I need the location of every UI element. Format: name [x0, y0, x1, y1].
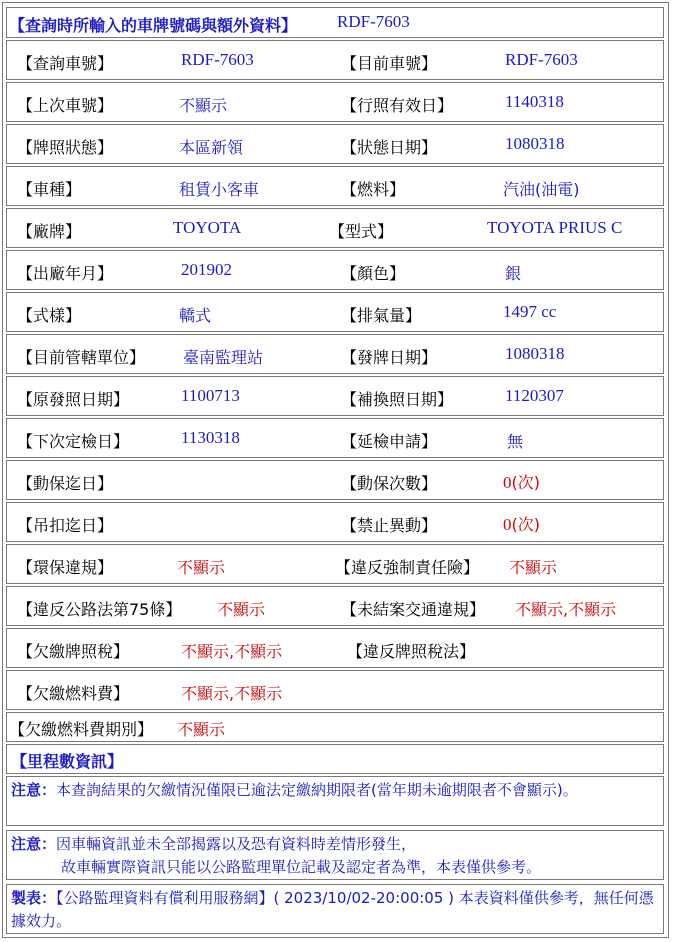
label-reissue-date: 【補換照日期】 — [341, 390, 454, 409]
label-vehicle-type: 【車種】 — [17, 180, 82, 199]
label-license-tax-violation: 【違反牌照稅法】 — [347, 642, 476, 661]
label-license-valid-date: 【行照有效日】 — [341, 96, 454, 115]
info-row — [6, 460, 664, 500]
label-compulsory-insurance-violation: 【違反強制責任險】 — [335, 558, 480, 577]
label-lien-count: 【動保次數】 — [341, 474, 438, 493]
value-environmental-violation: 不顯示 — [177, 558, 226, 577]
label-highway-act-violation: 【違反公路法第75條】 — [17, 600, 182, 619]
label-lien-end-date: 【動保迄日】 — [17, 474, 114, 493]
info-row — [6, 712, 664, 742]
value-body-style: 轎式 — [179, 306, 212, 325]
label-unpaid-license-tax: 【欠繳牌照稅】 — [17, 642, 130, 661]
label-brand: 【廠牌】 — [17, 222, 82, 241]
label-fuel: 【燃料】 — [341, 180, 406, 199]
info-row — [6, 418, 664, 458]
label-manufacture-date: 【出廠年月】 — [17, 264, 114, 283]
label-next-inspection: 【下次定檢日】 — [17, 432, 130, 451]
info-row — [6, 628, 664, 668]
info-row — [6, 166, 664, 206]
footer-label: 製表： — [11, 889, 57, 907]
label-transfer-ban: 【禁止異動】 — [341, 516, 438, 535]
footer-credit — [6, 884, 664, 934]
value-unpaid-fuel-fee: 不顯示,不顯示 — [181, 684, 283, 703]
value-vehicle-type: 租賃小客車 — [179, 180, 260, 199]
info-row — [6, 670, 664, 710]
value-lien-count — [503, 470, 540, 493]
value-model: TOYOTA PRIUS C — [487, 218, 623, 237]
value-unpaid-fuel-fee-period: 不顯示 — [177, 720, 226, 739]
info-row — [6, 376, 664, 416]
value-plate-issue-date: 1080318 — [505, 344, 565, 363]
label-previous-plate: 【上次車號】 — [17, 96, 114, 115]
value-transfer-ban-number: 0 — [503, 515, 512, 534]
value-original-license-date: 1100713 — [181, 386, 240, 405]
label-model: 【型式】 — [329, 222, 394, 241]
info-row — [6, 82, 664, 122]
value-query-plate: RDF-7603 — [181, 50, 254, 69]
info-row — [6, 292, 664, 332]
info-row — [6, 208, 664, 248]
value-inspection-extension: 無 — [507, 432, 524, 451]
value-compulsory-insurance-violation: 不顯示 — [509, 558, 558, 577]
value-current-plate: RDF-7603 — [505, 50, 578, 69]
info-row — [6, 586, 664, 626]
info-row — [6, 250, 664, 290]
label-body-style: 【式樣】 — [17, 306, 82, 325]
label-query-plate: 【查詢車號】 — [17, 54, 114, 73]
label-plate-status: 【牌照狀態】 — [17, 138, 114, 157]
label-jurisdiction: 【目前管轄單位】 — [17, 348, 146, 367]
value-color: 銀 — [505, 264, 522, 283]
label-status-date: 【狀態日期】 — [341, 138, 438, 157]
value-unpaid-license-tax: 不顯示,不顯示 — [181, 642, 283, 661]
label-original-license-date: 【原發照日期】 — [17, 390, 130, 409]
label-open-traffic-violation: 【未結案交通違規】 — [341, 600, 486, 619]
label-plate-issue-date: 【發牌日期】 — [341, 348, 438, 367]
mileage-section — [6, 744, 664, 774]
value-open-traffic-violation: 不顯示,不顯示 — [515, 600, 617, 619]
value-highway-act-violation: 不顯示 — [217, 600, 266, 619]
value-transfer-ban — [503, 512, 540, 535]
label-suspension-end-date: 【吊扣迄日】 — [17, 516, 114, 535]
label-environmental-violation: 【環保違規】 — [17, 558, 114, 577]
value-next-inspection: 1130318 — [181, 428, 240, 447]
footer-text: 【公路監理資料有償利用服務網】( 2023/10/02-20:00:05 ) 本表資料僅供參考，無任何憑據效力。 — [11, 889, 654, 930]
label-current-plate: 【目前車號】 — [341, 54, 438, 73]
note-unpaid-text: 本查詢結果的欠繳情況僅限已逾法定繳納期限者(當年期未逾期限者不會顯示)。 — [56, 781, 578, 799]
label-displacement: 【排氣量】 — [341, 306, 422, 325]
info-row — [6, 544, 664, 584]
note-disclaimer — [6, 830, 664, 880]
value-lien-count-unit: (次) — [511, 473, 540, 492]
note-unpaid — [6, 776, 664, 826]
value-reissue-date: 1120307 — [505, 386, 564, 405]
label-color: 【顏色】 — [341, 264, 406, 283]
value-brand: TOYOTA — [173, 218, 242, 237]
value-manufacture-date: 201902 — [181, 260, 232, 279]
value-fuel: 汽油(油電) — [503, 180, 580, 199]
note-disclaimer-line1: 因車輛資訊並未全部揭露以及恐有資料時差情形發生， — [56, 835, 417, 853]
info-row — [6, 502, 664, 542]
value-jurisdiction: 臺南監理站 — [183, 348, 264, 367]
label-unpaid-fuel-fee: 【欠繳燃料費】 — [17, 684, 130, 703]
mileage-title: 【里程數資訊】 — [11, 752, 124, 771]
value-previous-plate: 不顯示 — [179, 96, 228, 115]
value-status-date: 1080318 — [505, 134, 565, 153]
label-inspection-extension: 【延檢申請】 — [341, 432, 438, 451]
query-header — [6, 7, 664, 38]
note-disclaimer-line2: 故車輛實際資訊只能以公路監理單位記載及認定者為準，本表僅供參考。 — [61, 858, 542, 876]
label-unpaid-fuel-fee-period: 【欠繳燃料費期別】 — [9, 720, 154, 739]
query-header-title: 【查詢時所輸入的車牌號碼與額外資料】 — [9, 16, 298, 35]
info-row — [6, 124, 664, 164]
note-disclaimer-label: 注意： — [11, 835, 57, 853]
value-displacement: 1497 cc — [503, 302, 557, 321]
query-header-plate: RDF-7603 — [337, 12, 410, 31]
value-transfer-ban-unit: (次) — [511, 515, 540, 534]
value-lien-count-number: 0 — [503, 473, 512, 492]
note-unpaid-label: 注意： — [11, 781, 57, 799]
value-plate-status: 本區新領 — [179, 138, 244, 157]
info-row — [6, 40, 664, 80]
info-row — [6, 334, 664, 374]
value-license-valid-date: 1140318 — [505, 92, 564, 111]
